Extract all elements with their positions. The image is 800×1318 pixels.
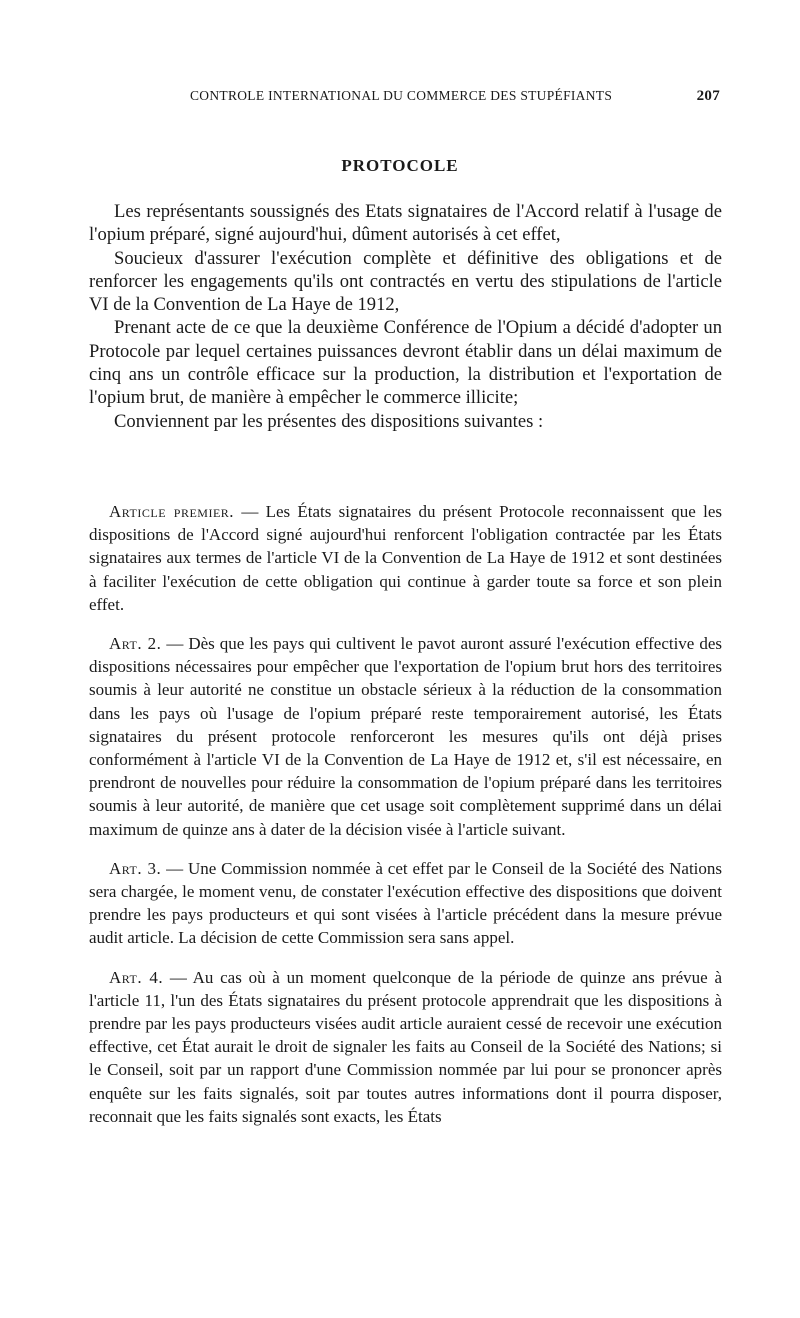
section-title: PROTOCOLE <box>341 156 459 175</box>
preamble-paragraph: Prenant acte de ce que la deuxième Conférence de l'Opium a décidé d'adopter un Protocole par lequel certaines puissances devront établir dans un délai maximum de cinq ans un contrôle efficace sur la production, la distribution et l'exportation de l'opium brut, de manière à empêcher le commerce illicite; <box>89 317 722 409</box>
article-label: Article premier. <box>109 502 235 521</box>
article-text: — Au cas où à un moment quelconque de la période de quinze ans prévue à l'article 11, l'un des États signataires du présent protocole apprendrait que les dispositions à prendre par les pays producteurs visées audit article auraient cessé de recevoir une exécution effective, cet État aurait le droit de signaler les faits au Conseil de la Société des Nations; si le Conseil, soit par un rapport d'une Commission nommée par lui pour se prononcer après enquête sur les faits signalés, soit par toutes autres informations dont il pourra disposer, reconnait que les faits signalés sont exacts, les États <box>89 967 722 1126</box>
preamble-paragraph: Conviennent par les présentes des dispositions suivantes : <box>114 410 544 432</box>
preamble-paragraph: Les représentants soussignés des Etats signataires de l'Accord relatif à l'usage de l'opium préparé, signé aujourd'hui, dûment autorisés à cet effet, <box>89 201 722 246</box>
article-label: Art. 4. <box>109 967 164 987</box>
article-text: — Une Commission nommée à cet effet par le Conseil de la Société des Nations sera chargée, le moment venu, de constater l'exécution effective des dispositions que doivent prendre les pays producteurs et qui sont visées à l'article précédent dans la mesure prévue audit article. La décision de cette Commission sera sans appel. <box>89 858 722 948</box>
article-text: — Dès que les pays qui cultivent le pavot auront assuré l'exécution effective des dispositions nécessaires pour empêcher que l'exportation de l'opium brut hors des territoires soumis à leur autorité ne constitue un obstacle sérieux à la réduction de la consommation dans les pays où l'usage de l'opium préparé reste temporairement autorisé, les États signataires du présent protocole renforceront les mesures qu'ils ont déjà prises conformément à l'article VI de la Convention de La Haye de 1912 et, s'il est nécessaire, en prendront de nouvelles pour réduire la consommation de l'opium préparé dans les territoires soumis à leur autorité, de manière que cet usage soit complètement supprimé dans un délai maximum de quinze ans à dater de la décision visée à l'article suivant. <box>89 634 723 839</box>
article-label: Art. 3. <box>109 858 162 878</box>
preamble-paragraph: Soucieux d'assurer l'exécution complète et définitive des obligations et de renforcer les engagements qu'ils ont contractés en vertu des stipulations de l'article VI de la Convention de La Haye de 1912, <box>89 247 722 316</box>
page-number: 207 <box>696 88 720 104</box>
preamble <box>89 200 722 433</box>
article-label: Art. 2. <box>109 634 162 654</box>
running-title: CONTROLE INTERNATIONAL DU COMMERCE DES STUPÉFIANTS <box>190 88 613 103</box>
article-1 <box>89 500 722 616</box>
running-header <box>190 88 720 104</box>
article-2 <box>89 632 722 841</box>
article-4 <box>89 966 722 1128</box>
articles <box>89 500 722 1144</box>
article-text: — Les États signataires du présent Protocole reconnaissent que les dispositions de l'Accord signé aujourd'hui renforcent l'obligation contractée par les États signataires aux termes de l'article VI de la Convention de La Haye de 1912 et sont destinées à faciliter l'exécution de cette obligation qui continue à garder toute sa force et son plein effet. <box>89 502 722 614</box>
article-3 <box>89 857 722 950</box>
